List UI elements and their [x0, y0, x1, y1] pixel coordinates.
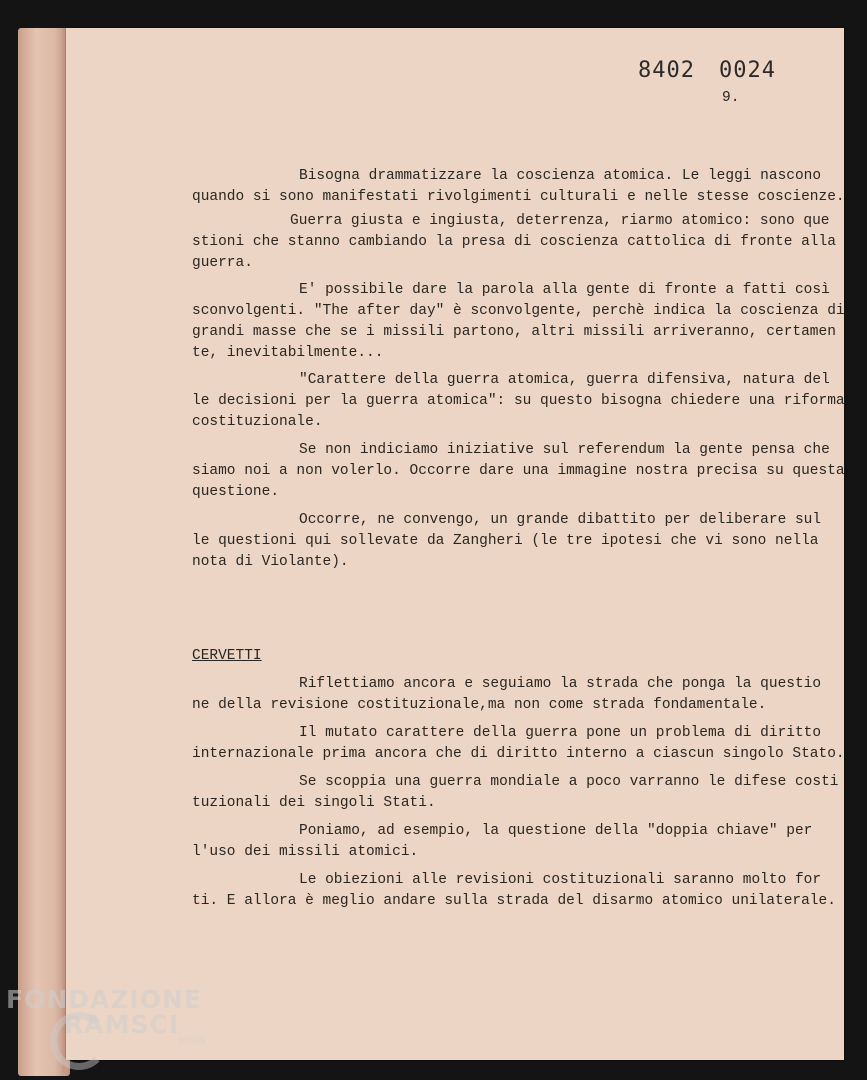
text-line: ti. E allora è meglio andare sulla strada del disarmo atomico unilaterale.: [192, 893, 836, 909]
speaker-heading: CERVETTI: [192, 648, 262, 664]
watermark-line-2: RAMSCI: [64, 1010, 180, 1039]
paragraph: [192, 772, 839, 814]
text-line: sconvolgenti. "The after day" è sconvolgente, perchè indica la coscienza di: [192, 303, 845, 319]
text-line: te, inevitabilmente...: [192, 345, 384, 361]
text-line: siamo noi a non volerlo. Occorre dare una immagine nostra precisa su questa: [192, 463, 845, 479]
paragraph: [192, 870, 836, 912]
text-line: Le obiezioni alle revisioni costituzionali saranno molto for: [299, 872, 822, 888]
text-block-2: [192, 674, 845, 912]
archive-stamp-right: 0024: [719, 58, 776, 83]
text-line: l'uso dei missili atomici.: [192, 844, 419, 860]
paragraph: [192, 280, 845, 364]
page-number: 9.: [722, 90, 740, 106]
text-line: grandi masse che se i missili partono, altri missili arriveranno, certamen: [192, 324, 836, 340]
paragraph: [192, 370, 845, 433]
paragraph: [192, 211, 836, 274]
text-line: E' possibile dare la parola alla gente di fronte a fatti così: [299, 282, 830, 298]
text-line: le decisioni per la guerra atomica": su questo bisogna chiedere una riforma: [192, 393, 845, 409]
paragraph: [192, 440, 845, 503]
text-line: Il mutato carattere della guerra pone un problema di diritto: [299, 725, 822, 741]
text-line: questione.: [192, 484, 280, 500]
text-line: tuzionali dei singoli Stati.: [192, 795, 436, 811]
watermark-line-1: FONDAZIONE: [6, 985, 203, 1014]
watermark-logo: [6, 985, 205, 1046]
text-line: guerra.: [192, 255, 253, 271]
text-line: Se scoppia una guerra mondiale a poco varranno le difese costi: [299, 774, 839, 790]
text-block-1: [192, 166, 845, 573]
text-line: ne della revisione costituzionale,ma non come strada fondamentale.: [192, 697, 767, 713]
text-line: Guerra giusta e ingiusta, deterrenza, riarmo atomico: sono que: [290, 213, 830, 229]
text-line: nota di Violante).: [192, 554, 349, 570]
text-line: le questioni qui sollevate da Zangheri (le tre ipotesi che vi sono nella: [192, 533, 819, 549]
text-line: "Carattere della guerra atomica, guerra difensiva, natura del: [299, 372, 830, 388]
text-line: Riflettiamo ancora e seguiamo la strada che ponga la questio: [299, 676, 822, 692]
text-line: Se non indiciamo iniziative sul referendum la gente pensa che: [299, 442, 830, 458]
text-line: Poniamo, ad esempio, la questione della "doppia chiave" per: [299, 823, 813, 839]
paragraph: [192, 166, 845, 208]
text-line: quando si sono manifestati rivolgimenti culturali e nelle stesse coscienze.: [192, 189, 845, 205]
watermark-line-3: onlus: [178, 1035, 205, 1046]
text-line: stioni che stanno cambiando la presa di coscienza cattolica di fronte alla: [192, 234, 836, 250]
paragraph: [192, 723, 845, 765]
text-line: internazionale prima ancora che di diritto interno a ciascun singolo Stato.: [192, 746, 845, 762]
paragraph: [192, 674, 822, 716]
text-line: costituzionale.: [192, 414, 323, 430]
text-line: Occorre, ne convengo, un grande dibattito per deliberare sul: [299, 512, 822, 528]
paragraph: [192, 510, 822, 573]
paragraph: [192, 821, 813, 863]
archive-stamp-left: 8402: [638, 58, 695, 83]
text-line: Bisogna drammatizzare la coscienza atomica. Le leggi nascono: [299, 168, 822, 184]
